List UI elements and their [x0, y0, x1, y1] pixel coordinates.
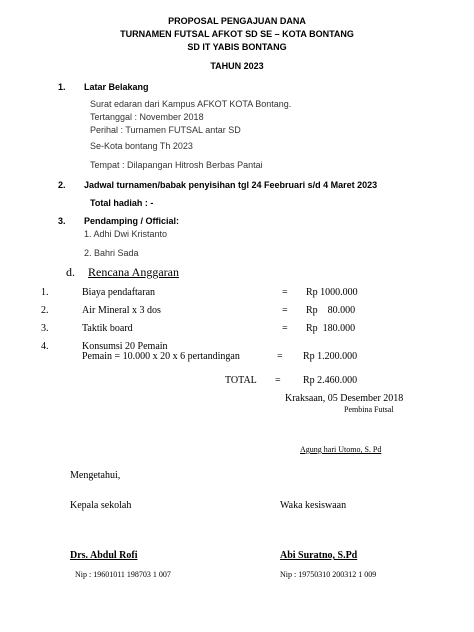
vice-principal-name: Abi Suratno, S.Pd — [280, 550, 358, 561]
total-prize: Total hadiah : - — [90, 198, 154, 208]
budget-item-1-number: 1. — [41, 287, 49, 298]
section-3-title: Pendamping / Official: — [84, 216, 180, 226]
budget-item-4-amount: Rp 1.200.000 — [303, 351, 358, 362]
background-line-1: Surat edaran dari Kampus AFKOT KOTA Bontang. — [90, 99, 292, 109]
total-equals: = — [275, 375, 281, 386]
budget-item-1-equals: = — [282, 287, 288, 298]
budget-item-4-number: 4. — [41, 341, 49, 352]
budget-item-4-label: Konsumsi 20 Pemain — [82, 341, 168, 352]
budget-item-2-amount: Rp 80.000 — [306, 305, 356, 316]
vice-principal-nip: Nip : 19750310 200312 1 009 — [280, 570, 377, 579]
budget-item-1-label: Biaya pendaftaran — [82, 287, 156, 298]
principal-nip: Nip : 19601011 198703 1 007 — [75, 570, 171, 579]
signer-name: Agung hari Utomo, S. Pd — [300, 445, 382, 454]
official-1: 1. Adhi Dwi Kristanto — [84, 229, 168, 239]
principal-name: Drs. Abdul Rofi — [70, 550, 138, 561]
background-line-2: Tertanggal : November 2018 — [90, 112, 204, 122]
budget-item-4-equals: = — [277, 351, 283, 362]
place-date: Kraksaan, 05 Desember 2018 — [285, 393, 404, 404]
section-1-title: Latar Belakang — [84, 82, 149, 92]
total-amount: Rp 2.460.000 — [303, 375, 358, 386]
budget-item-4-detail: Pemain = 10.000 x 20 x 6 pertandingan — [82, 351, 240, 362]
doc-subtitle: TURNAMEN FUTSAL AFKOT SD SE – KOTA BONTANG — [120, 29, 354, 39]
total-label: TOTAL — [225, 375, 257, 386]
budget-title: Rencana Anggaran — [88, 265, 179, 279]
budget-item-3-equals: = — [282, 323, 288, 334]
budget-item-3-number: 3. — [41, 323, 49, 334]
official-2: 2. Bahri Sada — [84, 248, 139, 258]
background-line-5: Tempat : Dilapangan Hitrosh Berbas Pantai — [90, 160, 263, 170]
signer-role: Pembina Futsal — [344, 405, 394, 414]
budget-item-2-equals: = — [282, 305, 288, 316]
background-line-4: Se-Kota bontang Th 2023 — [90, 141, 193, 151]
section-3-number: 3. — [58, 216, 66, 226]
section-1-number: 1. — [58, 82, 66, 92]
vice-principal-role: Waka kesiswaan — [280, 500, 347, 511]
budget-item-1-amount: Rp 1000.000 — [306, 287, 358, 298]
principal-role: Kepala sekolah — [70, 500, 132, 511]
section-2-number: 2. — [58, 180, 66, 190]
background-line-3: Perihal : Turnamen FUTSAL antar SD — [90, 125, 241, 135]
schedule-text: Jadwal turnamen/babak penyisihan tgl 24 Feebruari s/d 4 Maret 2023 — [84, 180, 378, 190]
doc-title: PROPOSAL PENGAJUAN DANA — [168, 16, 306, 26]
budget-item-3-label: Taktik board — [82, 323, 133, 334]
budget-item-2-label: Air Mineral x 3 dos — [82, 305, 161, 316]
budget-item-3-amount: Rp 180.000 — [306, 323, 356, 334]
school-name: SD IT YABIS BONTANG — [187, 42, 287, 52]
acknowledged-label: Mengetahui, — [70, 470, 121, 481]
budget-item-2-number: 2. — [41, 305, 49, 316]
doc-year: TAHUN 2023 — [210, 61, 264, 71]
budget-letter: d. — [66, 265, 75, 279]
